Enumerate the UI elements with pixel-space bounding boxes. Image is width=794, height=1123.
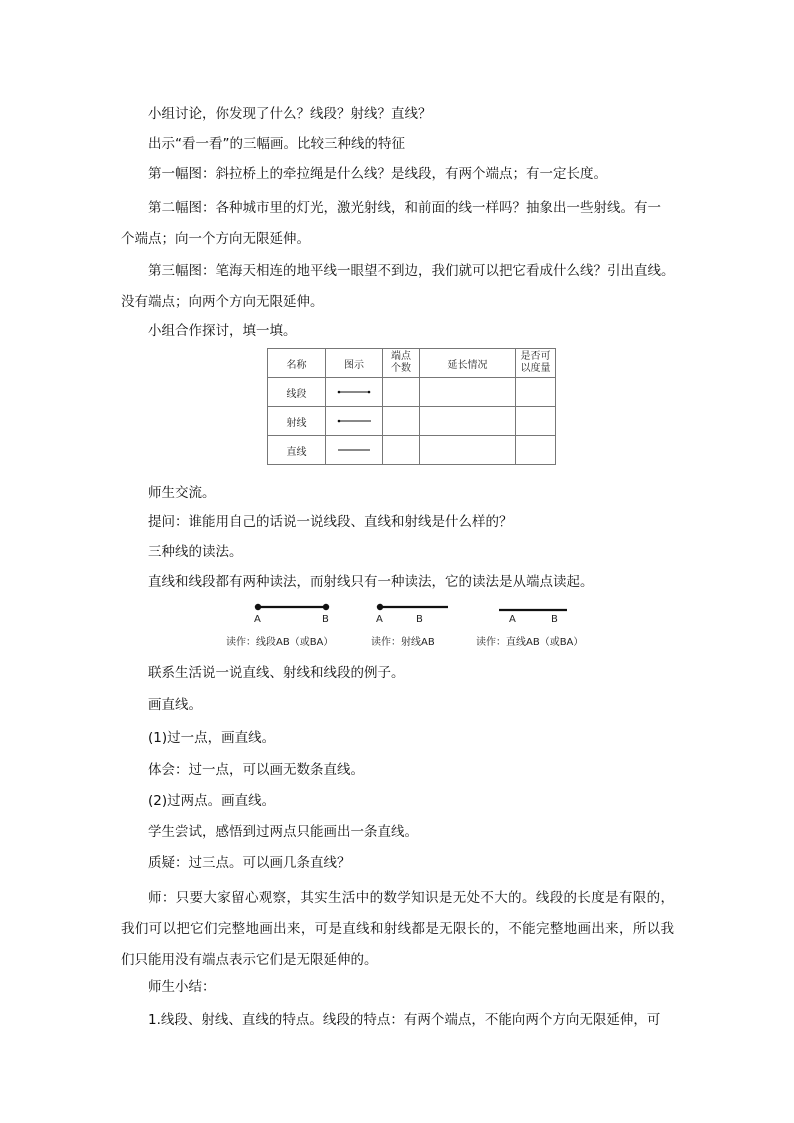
paragraph: 小组合作探讨，填一填。 (148, 323, 297, 339)
paragraph: 质疑：过三点。可以画几条直线？ (148, 855, 351, 871)
paragraph: 第一幅图：斜拉桥上的牵拉绳是什么线？是线段，有两个端点；有一定长度。 (148, 166, 607, 182)
table-cell (420, 378, 516, 407)
point-label: A (509, 614, 516, 625)
ray-diagram (326, 407, 383, 436)
header-endpoints: 端点 个数 (383, 349, 420, 378)
table-row (268, 378, 556, 407)
comparison-table (267, 348, 556, 465)
paragraph: 联系生活说一说直线、射线和线段的例子。 (148, 665, 405, 681)
table-row (268, 436, 556, 465)
paragraph: (1)过一点，画直线。 (148, 730, 276, 746)
point-label: B (322, 614, 329, 625)
line-caption: 读作：直线AB（或BA） (476, 637, 584, 648)
table-cell (420, 436, 516, 465)
table-header-row (268, 349, 556, 378)
header-measurable: 是否可 以度量 (516, 349, 556, 378)
paragraph-continuation: 个端点；向一个方向无限延伸。 (121, 231, 310, 247)
paragraph: 小组讨论，你发现了什么？线段？射线？直线？ (148, 106, 432, 122)
line-diagram (326, 436, 383, 465)
paragraph: 师生小结： (148, 979, 216, 995)
paragraph: 体会：过一点，可以画无数条直线。 (148, 762, 364, 778)
row-name-ray: 射线 (268, 407, 326, 436)
table-cell (420, 407, 516, 436)
point-label: A (376, 614, 383, 625)
header-name: 名称 (268, 349, 326, 378)
paragraph: (2)过两点。画直线。 (148, 793, 276, 809)
table-cell (383, 407, 420, 436)
table-cell (516, 407, 556, 436)
header-diagram: 图示 (326, 349, 383, 378)
row-name-segment: 线段 (268, 378, 326, 407)
point-label: B (551, 614, 558, 625)
paragraph: 师生交流。 (148, 485, 216, 501)
ray-figure (377, 604, 448, 610)
table-row (268, 407, 556, 436)
paragraph: 第三幅图：笔海天相连的地平线一眼望不到边，我们就可以把它看成什么线？引出直线。 (148, 263, 675, 279)
header-extension: 延长情况 (420, 349, 516, 378)
table-cell (383, 436, 420, 465)
table-cell (516, 378, 556, 407)
row-name-line: 直线 (268, 436, 326, 465)
paragraph: 画直线。 (148, 697, 202, 713)
point-label: B (416, 614, 423, 625)
segment-figure (255, 604, 329, 610)
paragraph-teacher: 师：只要大家留心观察，其实生活中的数学知识是无处不大的。线段的长度是有限的，我们可以把它们完整地画出来，可是直线和射线都是无限长的，不能完整地画出来，所以我们只能用没有端点表示它们是无限延伸的。 (121, 890, 674, 968)
line-figures (240, 598, 620, 618)
point-label: A (254, 614, 261, 625)
segment-caption: 读作：线段AB（或BA） (226, 637, 334, 648)
paragraph: 学生尝试，感悟到过两点只能画出一条直线。 (148, 824, 418, 840)
paragraph: 直线和线段都有两种读法，而射线只有一种读法，它的读法是从端点读起。 (148, 574, 594, 590)
paragraph: 第二幅图：各种城市里的灯光，激光射线，和前面的线一样吗？抽象出一些射线。有一 (148, 200, 661, 216)
table-cell (383, 378, 420, 407)
ray-caption: 读作：射线AB (371, 637, 435, 648)
paragraph: 出示“看一看”的三幅画。比较三种线的特征 (148, 136, 405, 152)
paragraph: 提问：谁能用自己的话说一说线段、直线和射线是什么样的？ (148, 514, 513, 530)
paragraph: 三种线的读法。 (148, 544, 243, 560)
paragraph: 1.线段、射线、直线的特点。线段的特点：有两个端点，不能向两个方向无限延伸，可 (148, 1012, 661, 1028)
segment-diagram (326, 378, 383, 407)
table-cell (516, 436, 556, 465)
paragraph-continuation: 没有端点；向两个方向无限延伸。 (121, 294, 324, 310)
